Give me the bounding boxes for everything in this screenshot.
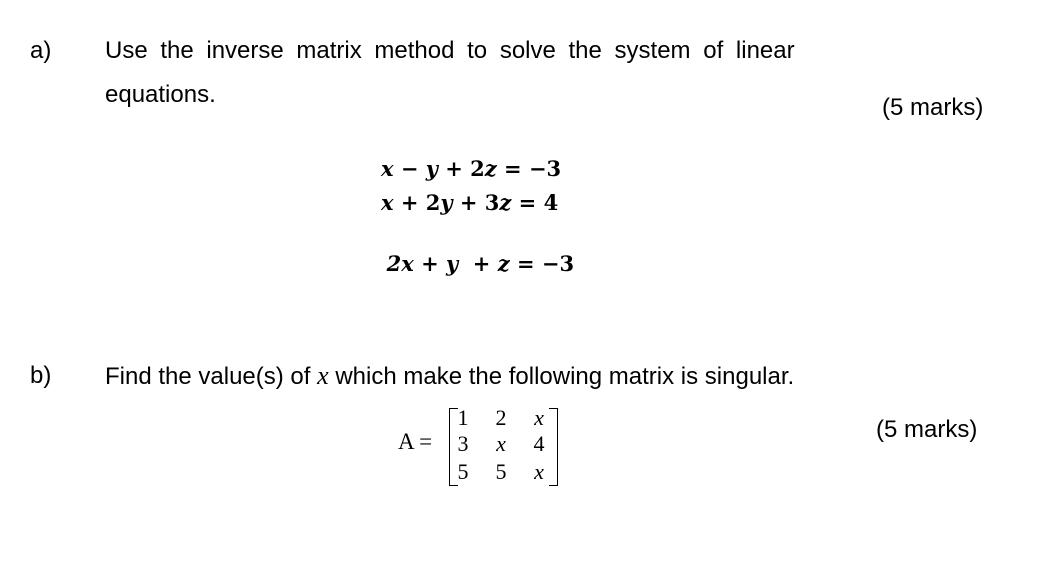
part-b-question [105,362,794,391]
matrix-cell-r1c1: 1 [457,405,469,430]
matrix-cell-r1c3: x [534,405,544,430]
part-a-marks: (5 marks) [882,94,984,121]
equation-3-rhs: = −3 [509,251,575,276]
part-b-question-var: x [317,361,329,390]
equation-1-z: z [484,156,497,181]
part-b-marks: (5 marks) [876,416,978,443]
equation-2-op1: + 2 [393,190,441,215]
matrix-cell-r2c1: 3 [457,431,469,456]
equation-1 [381,156,561,182]
part-b-question-before: Find the value(s) of [105,363,318,390]
equation-2 [381,190,558,216]
part-b-question-after: which make the following matrix is singular. [328,363,795,390]
equation-3-op1: + [413,251,446,276]
part-a-question-line1: Use the inverse matrix method to solve the system of linear [105,37,795,64]
equation-1-x: x [381,156,394,181]
equation-3 [372,225,574,277]
matrix-cell-r3c2: 5 [495,459,507,484]
equation-2-rhs: = 4 [511,190,559,215]
matrix-cell-r2c3: 4 [533,431,545,456]
part-b-label: b) [30,362,52,389]
matrix-cell-r1c2: 2 [495,405,507,430]
equation-1-op2: + 2 [437,156,485,181]
equation-1-y: y [425,156,438,181]
matrix-cell-r2c2: x [496,431,506,456]
equation-2-y: y [440,190,453,215]
matrix-label: A = [398,429,433,454]
part-a-question-line2: equations. [105,81,216,108]
equation-3-x: 2x [386,251,414,276]
matrix-cell-r3c1: 5 [457,459,469,484]
part-a-label: a) [30,37,52,64]
equation-1-rhs: = −3 [496,156,562,181]
equation-2-z: z [499,190,512,215]
equation-2-x: x [381,190,394,215]
equation-2-op2: + 3 [452,190,500,215]
equation-1-op1: − [393,156,426,181]
equation-3-y: y [445,251,459,276]
equation-3-op2: + [458,251,498,276]
matrix-cell-r3c3: x [534,459,544,484]
equation-3-z: z [497,251,510,276]
